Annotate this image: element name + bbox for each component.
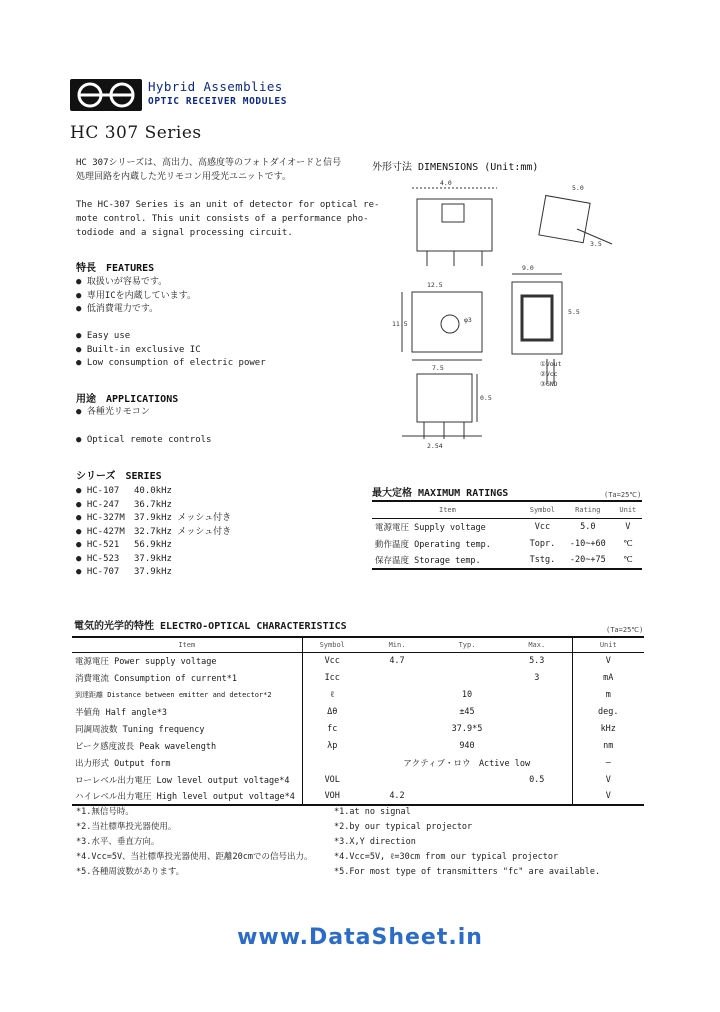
- item-jp: 到達距離: [75, 690, 103, 699]
- symbol-cell: ℓ: [302, 686, 362, 703]
- symbol-cell: VOL: [302, 771, 362, 788]
- series-model: ● HC-327M: [76, 513, 125, 523]
- item-jp: 電源電圧: [75, 656, 110, 667]
- item-en: Supply voltage: [414, 522, 486, 533]
- item-jp: 動作温度: [375, 539, 410, 550]
- item-cell: [72, 788, 302, 805]
- symbol-cell: Δθ: [302, 703, 362, 720]
- rating-cell: 5.0: [580, 521, 596, 532]
- pin-label: ③GND: [540, 380, 558, 388]
- dim-label: 11.5: [392, 320, 408, 328]
- series-freq: 37.9kHz: [134, 513, 172, 523]
- typ-cell: [432, 788, 502, 805]
- dim-label: 5.5: [568, 308, 580, 316]
- symbol-cell: [302, 754, 362, 771]
- series-note: メッシュ付き: [177, 526, 232, 537]
- max-cell: 5.3: [529, 655, 545, 666]
- item-cell: [72, 703, 302, 720]
- min-cell: 4.7: [389, 655, 405, 666]
- typ-cell: 37.9*5: [451, 723, 483, 734]
- min-cell: 4.2: [362, 788, 432, 805]
- item-en: Half angle*3: [105, 707, 168, 718]
- series-model: ● HC-247: [76, 499, 120, 510]
- series-model: ● HC-107: [76, 486, 120, 496]
- item-en: Output form: [114, 758, 171, 769]
- item-en: Peak wavelength: [139, 741, 217, 752]
- features-jp-list: [76, 276, 196, 317]
- series-item: [76, 566, 231, 580]
- brand-title: Hybrid Assemblies: [148, 79, 283, 94]
- typ-cell: 940: [459, 740, 475, 751]
- table-header-row: [372, 501, 642, 518]
- item-jp: ピーク感度波長: [75, 741, 135, 752]
- item-jp: 同調周波数: [75, 724, 118, 735]
- table-row: [72, 737, 644, 754]
- intro-en: [76, 198, 379, 240]
- column-header: Symbol: [523, 501, 562, 518]
- item-cell: [72, 771, 302, 788]
- column-header: Item: [72, 637, 302, 652]
- table-row: [72, 669, 644, 686]
- max-ratings-condition: (Ta=25℃): [604, 491, 642, 499]
- series-item: [76, 553, 231, 567]
- max-cell: 3: [534, 672, 540, 683]
- item-jp: 保存温度: [375, 556, 410, 566]
- table-row: [372, 518, 642, 535]
- table-row: [72, 703, 644, 720]
- table-row: [72, 652, 644, 669]
- item-en: Storage temp.: [414, 556, 481, 566]
- eo-table: [72, 636, 644, 806]
- symbol-cell: λp: [302, 737, 362, 754]
- dim-label: 9.0: [522, 264, 534, 272]
- list-item: ● 取扱いが容易です。: [76, 277, 168, 287]
- module-body-side: [539, 195, 590, 242]
- table-row: [72, 771, 644, 788]
- eo-condition: (Ta=25℃): [606, 626, 644, 634]
- table-row: [72, 686, 644, 703]
- intro-jp: [76, 156, 341, 184]
- dim-label: 7.5: [432, 364, 444, 372]
- typ-cell: [432, 652, 502, 669]
- dimensions-heading: 外形寸法 DIMENSIONS (Unit:mm): [372, 162, 539, 173]
- applications-heading: 用途 APPLICATIONS: [76, 394, 179, 405]
- unit-cell: V: [572, 652, 644, 669]
- features-heading: 特長 FEATURES: [76, 263, 155, 274]
- notes-en: [334, 805, 600, 880]
- module-body-top: [417, 199, 492, 251]
- symbol-cell: Vcc: [534, 521, 551, 532]
- item-cell: [372, 518, 523, 535]
- max-cell: [502, 686, 572, 703]
- series-note: メッシュ付き: [177, 513, 232, 523]
- item-en: Operating temp.: [414, 539, 491, 550]
- item-en: High level output voltage*4: [156, 792, 295, 802]
- max-ratings-table: [372, 500, 642, 570]
- min-cell: [362, 771, 432, 788]
- max-cell: [502, 788, 572, 805]
- series-item: [76, 512, 231, 526]
- applications-list: [76, 406, 211, 447]
- module-body-bottom: [417, 374, 472, 422]
- list-item: ● Optical remote controls: [76, 434, 212, 445]
- min-cell: [362, 720, 432, 737]
- typ-cell: [432, 669, 502, 686]
- series-freq: 37.9kHz: [134, 553, 172, 564]
- list-item: ● Easy use: [76, 331, 131, 341]
- unit-cell: V: [625, 521, 631, 532]
- item-jp: ハイレベル出力電圧: [75, 792, 152, 802]
- module-body-rear: [512, 282, 562, 354]
- symbol-cell: fc: [302, 720, 362, 737]
- item-en: Low level output voltage*4: [156, 775, 290, 786]
- unit-cell: nm: [572, 737, 644, 754]
- max-cell: 0.5: [529, 774, 545, 785]
- unit-cell: V: [572, 771, 644, 788]
- typ-cell: [432, 771, 502, 788]
- note-item: *5.For most type of transmitters "fc" are available.: [334, 867, 601, 877]
- series-item: [76, 539, 231, 553]
- brand-subtitle: OPTIC RECEIVER MODULES: [148, 96, 288, 107]
- pin-label: ①Vout: [540, 360, 562, 368]
- rating-cell: -20~+75: [562, 552, 614, 569]
- notes-jp: [76, 805, 313, 880]
- unit-cell: deg.: [572, 703, 644, 720]
- column-header: Item: [372, 501, 523, 518]
- list-item: ● 低消費電力です。: [76, 304, 159, 314]
- item-cell: [72, 754, 302, 771]
- item-cell: [72, 652, 302, 669]
- item-cell: [72, 669, 302, 686]
- watermark-link[interactable]: www.DataSheet.in: [237, 925, 483, 950]
- symbol-cell: Icc: [302, 669, 362, 686]
- pin-label: ②Vcc: [540, 370, 558, 378]
- table-row: [72, 720, 644, 737]
- series-item: [76, 499, 231, 513]
- item-jp: 電源電圧: [375, 522, 410, 533]
- intro-jp-line: 処理回路を内蔵した光リモコン用受光ユニットです。: [76, 172, 291, 182]
- min-cell: [362, 703, 432, 720]
- symbol-cell: Tstg.: [523, 552, 562, 569]
- note-item: *4.Vcc=5V、当社標準投光器使用、距離20cmでの信号出力。: [76, 852, 313, 862]
- table-row: [372, 535, 642, 552]
- note-item: *2.当社標準投光器使用。: [76, 822, 177, 832]
- item-jp: 半値角: [75, 707, 101, 718]
- features-en-list: [76, 330, 266, 371]
- typ-cell: ±45: [459, 706, 475, 717]
- list-item: ● 専用ICを内蔵しています。: [76, 290, 196, 301]
- symbol-cell: Topr.: [529, 538, 556, 549]
- item-en: Tuning frequency: [122, 724, 205, 735]
- series-freq: 36.7kHz: [134, 499, 172, 510]
- series-model: ● HC-707: [76, 567, 120, 577]
- lens-circle: [441, 315, 459, 333]
- symbol-cell: Vcc: [302, 652, 362, 669]
- intro-en-line: The HC-307 Series is an unit of detector for optical re-: [76, 200, 380, 210]
- unit-cell: kHz: [572, 720, 644, 737]
- item-jp: ローレベル出力電圧: [75, 775, 152, 786]
- unit-cell: V: [572, 788, 644, 805]
- dim-label: 3.5: [590, 240, 602, 248]
- dim-label: φ3: [464, 316, 472, 324]
- intro-en-line: todiode and a signal processing circuit.: [76, 228, 293, 238]
- column-header: Max.: [502, 637, 572, 652]
- dim-label: 2.54: [427, 442, 443, 450]
- item-en: Power supply voltage: [114, 656, 217, 667]
- company-logo: [70, 79, 142, 111]
- note-item: *4.Vcc=5V, ℓ=30cm from our typical projector: [334, 852, 559, 862]
- intro-jp-line: HC 307シリーズは、高出力、高感度等のフォトダイオードと信号: [76, 158, 342, 168]
- dimensions-drawing: [372, 174, 642, 464]
- unit-cell: ℃: [623, 538, 633, 549]
- series-freq: 32.7kHz: [134, 526, 172, 537]
- series-model: ● HC-427M: [76, 526, 125, 537]
- unit-cell: mA: [572, 669, 644, 686]
- series-heading: シリーズ SERIES: [76, 471, 162, 482]
- typ-cell: 10: [461, 689, 473, 700]
- table-row: [72, 788, 644, 805]
- list-item: ● 各種光リモコン: [76, 407, 150, 417]
- series-list: [76, 485, 231, 580]
- column-header: Symbol: [302, 637, 362, 652]
- max-cell: [502, 720, 572, 737]
- list-item: ● Built-in exclusive IC: [76, 344, 201, 355]
- note-item: *5.各種周波数があります。: [76, 867, 185, 877]
- series-freq: 56.9kHz: [134, 540, 172, 550]
- column-header: Rating: [562, 501, 614, 518]
- item-cell: [72, 737, 302, 754]
- series-model: ● HC-523: [76, 553, 120, 564]
- table-row: [372, 552, 642, 569]
- note-item: *3.水平、垂直方向。: [76, 837, 160, 847]
- note-item: *1.無信号時。: [76, 807, 134, 817]
- table-row: [72, 754, 644, 771]
- symbol-cell: VOH: [302, 788, 362, 805]
- column-header: Min.: [362, 637, 432, 652]
- series-item: [76, 485, 231, 499]
- page-title: HC 307 Series: [70, 123, 202, 143]
- typ-cell: アクティブ・ロウ Active low: [403, 758, 531, 769]
- item-jp: 消費電流: [75, 673, 110, 684]
- min-cell: [362, 669, 432, 686]
- series-item: [76, 526, 231, 540]
- item-en: Consumption of current*1: [114, 673, 237, 684]
- series-model: ● HC-521: [76, 540, 120, 550]
- unit-cell: ℃: [614, 552, 642, 569]
- note-item: *1.at no signal: [334, 807, 411, 817]
- unit-cell: m: [572, 686, 644, 703]
- intro-en-line: mote control. This unit consists of a performance pho-: [76, 214, 369, 224]
- max-cell: [502, 737, 572, 754]
- max-ratings-heading: 最大定格 MAXIMUM RATINGS: [372, 488, 509, 499]
- dim-label: 5.0: [572, 184, 584, 192]
- item-en: Distance between emitter and detector*2: [107, 690, 272, 699]
- item-cell: [72, 720, 302, 737]
- list-item: ● Low consumption of electric power: [76, 358, 266, 368]
- column-header: Unit: [572, 637, 644, 652]
- min-cell: [362, 686, 432, 703]
- item-cell: [72, 686, 302, 703]
- dim-label: 4.0: [440, 179, 452, 187]
- dim-label: 0.5: [480, 394, 492, 402]
- max-cell: [502, 703, 572, 720]
- series-freq: 37.9kHz: [134, 567, 172, 577]
- item-jp: 出力形式: [75, 758, 110, 769]
- column-header: Typ.: [432, 637, 502, 652]
- series-freq: 40.0kHz: [134, 486, 172, 496]
- item-cell: [372, 535, 523, 552]
- table-header-row: [72, 637, 644, 652]
- lens-window-top: [442, 204, 464, 222]
- column-header: Unit: [614, 501, 642, 518]
- rating-cell: -10~+60: [569, 538, 606, 549]
- eo-heading: 電気的光学的特性 ELECTRO-OPTICAL CHARACTERISTICS: [74, 621, 347, 632]
- item-cell: [372, 552, 523, 569]
- min-cell: [362, 737, 432, 754]
- unit-cell: —: [572, 754, 644, 771]
- note-item: *2.by our typical projector: [334, 822, 473, 832]
- note-item: *3.X,Y direction: [334, 837, 416, 847]
- dim-label: 12.5: [427, 281, 443, 289]
